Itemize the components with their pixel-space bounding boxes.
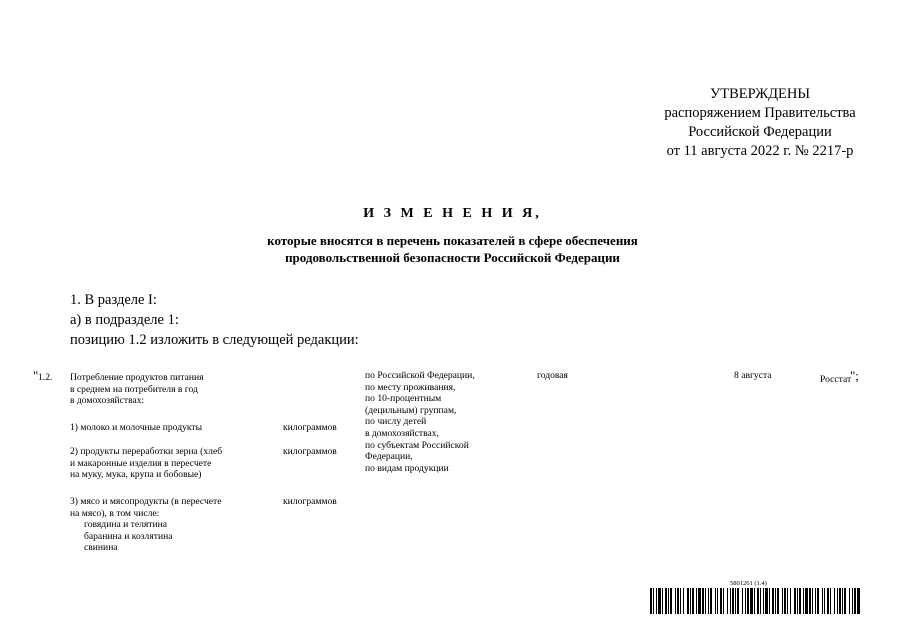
indicator-line: Потребление продуктов питания [70, 372, 204, 383]
breakdown-line: по месту проживания, [365, 381, 456, 393]
breakdown-list [365, 370, 475, 474]
indicator-name [70, 372, 204, 407]
close-quote: "; [850, 368, 859, 383]
approval-line-4: от 11 августа 2022 г. № 2217-р [666, 143, 854, 159]
item-line: 3) мясо и мясопродукты (в пересчете [70, 496, 222, 507]
source: Росстат [820, 374, 852, 385]
subitem-lamb: баранина и козлятина [84, 530, 173, 542]
unit-grain: килограммов [283, 446, 337, 457]
breakdown-line: по видам продукции [365, 462, 449, 474]
approval-line-2: распоряжением Правительства [664, 105, 856, 121]
breakdown-line: Федерации, [365, 451, 413, 463]
paragraph-subsection: а) в подразделе 1: [70, 312, 179, 328]
approval-line-1: УТВЕРЖДЕНЫ [709, 86, 811, 102]
open-quote: " [33, 368, 39, 383]
item-line: 1) молоко и молочные продукты [70, 422, 203, 433]
barcode-number: 5801261 (1.4) [730, 580, 767, 587]
unit-meat: килограммов [283, 496, 337, 507]
item-line: и макаронные изделия в пересчете [70, 457, 212, 469]
approval-block [640, 85, 880, 161]
periodicity: годовая [537, 370, 568, 381]
item-line: на муку, мука, крупа и бобовые) [70, 469, 202, 481]
subitem-beef: говядина и телятина [84, 519, 168, 531]
approval-line-3: Российской Федерации [688, 124, 832, 140]
breakdown-line: по Российской Федерации, [365, 370, 475, 381]
document-subtitle [0, 232, 905, 266]
subtitle-line-1: которые вносятся в перечень показателей в сфере обеспечения [267, 233, 638, 248]
item-grain [70, 446, 222, 481]
breakdown-line: по 10-процентным [365, 393, 442, 405]
unit-milk: килограммов [283, 422, 337, 433]
barcode-image [650, 588, 862, 614]
paragraph-position: позицию 1.2 изложить в следующей редакции: [70, 332, 359, 348]
deadline: 8 августа [734, 370, 772, 381]
position-number: 1.2. [38, 372, 53, 383]
indicator-line: в домохозяйствах: [70, 395, 145, 407]
item-line: на мясо), в том числе: [70, 507, 160, 519]
item-meat [70, 496, 222, 554]
breakdown-line: по субъектам Российской [365, 439, 469, 451]
breakdown-line: (децильным) группам, [365, 404, 457, 416]
item-line: 2) продукты переработки зерна (хлеб [70, 446, 223, 457]
item-milk [70, 422, 202, 434]
subitem-pork: свинина [84, 542, 118, 554]
breakdown-line: по числу детей [365, 416, 427, 428]
document-title: И З М Е Н Е Н И Я, [363, 206, 542, 221]
indicator-line: в среднем на потребителя в год [70, 383, 198, 395]
subtitle-line-2: продовольственной безопасности Российской Федерации [285, 250, 620, 265]
breakdown-line: в домохозяйствах, [365, 427, 439, 439]
paragraph-section: 1. В разделе I: [70, 292, 157, 308]
